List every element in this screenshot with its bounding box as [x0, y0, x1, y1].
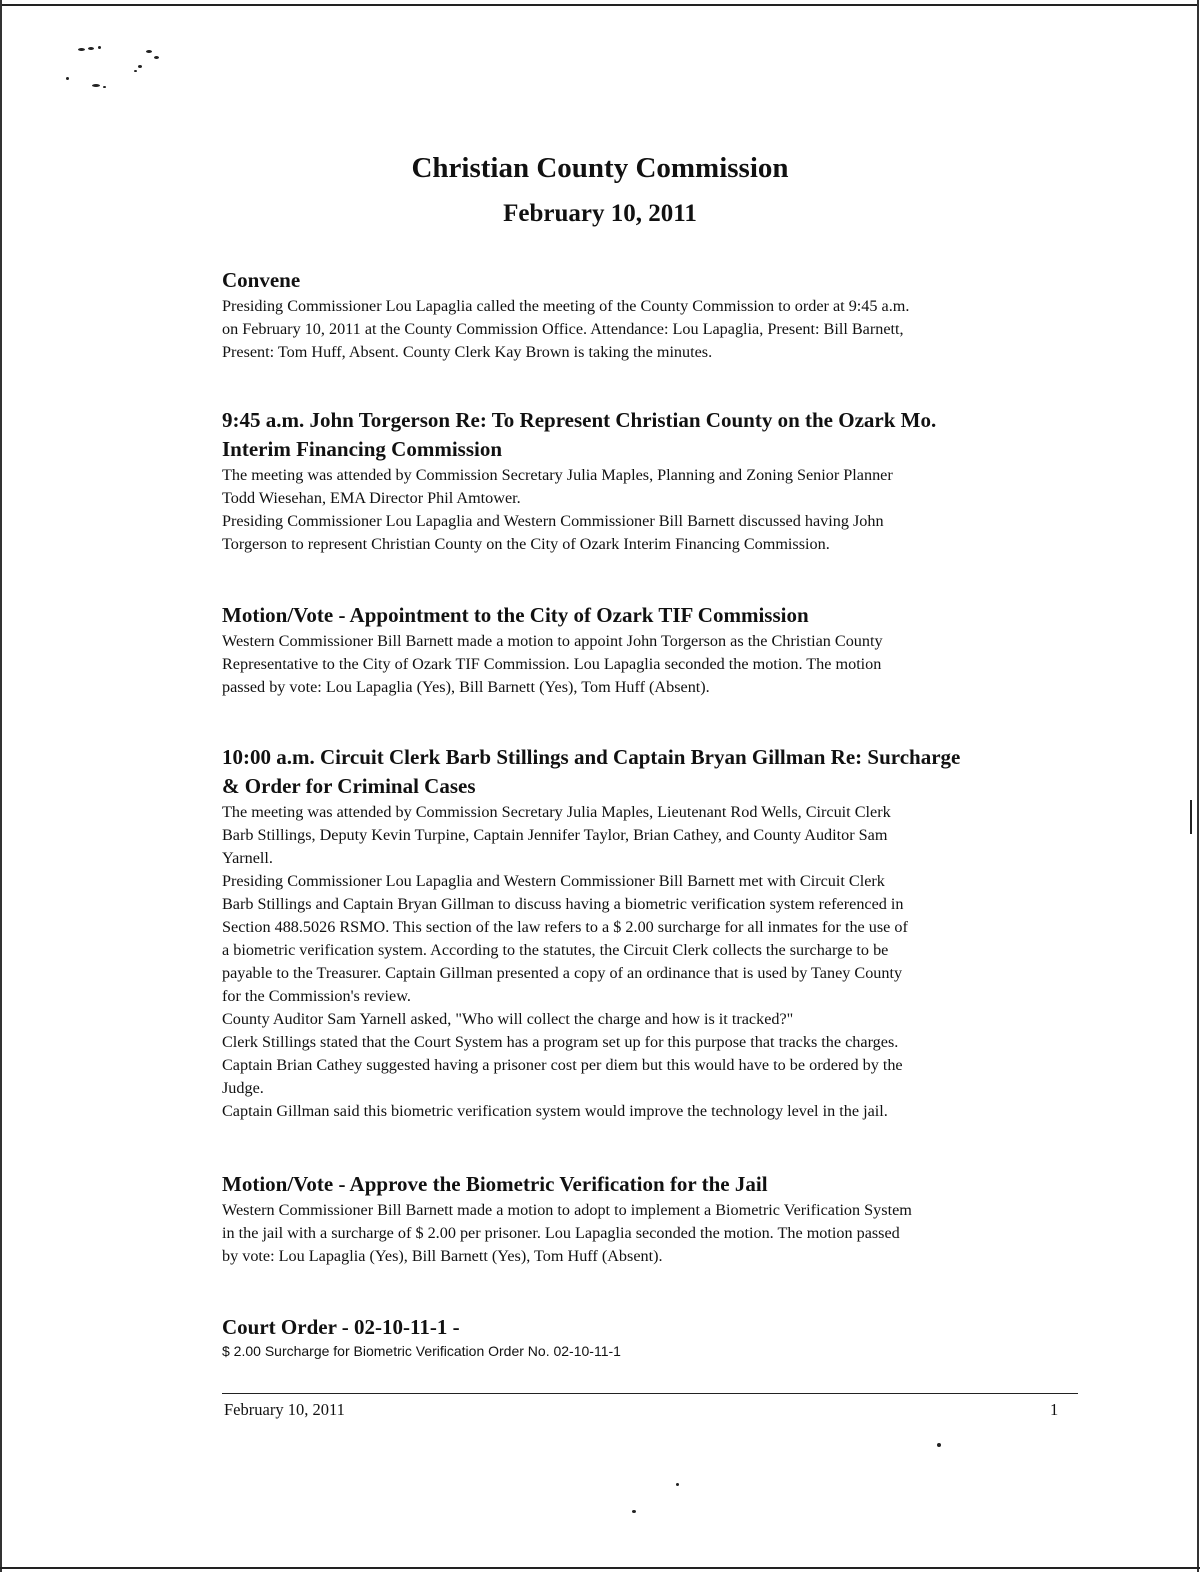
- body-line: The meeting was attended by Commission Secretary Julia Maples, Lieutenant Rod Wells, Circuit Clerk: [222, 803, 891, 821]
- section-biometric-vote: [222, 1170, 1082, 1268]
- footer-rule: [222, 1393, 1078, 1394]
- section-heading: Interim Financing Commission: [222, 437, 503, 461]
- body-line: a biometric verification system. According to the statutes, the Circuit Clerk collects the surcharge to be: [222, 941, 889, 959]
- body-line: The meeting was attended by Commission Secretary Julia Maples, Planning and Zoning Senior Planner: [222, 466, 893, 484]
- section-torgerson: [222, 406, 1082, 556]
- document-title: Christian County Commission: [411, 152, 789, 184]
- body-line: Yarnell.: [222, 849, 273, 867]
- scan-border-top: [0, 4, 1198, 6]
- body-line: Western Commissioner Bill Barnett made a motion to adopt to implement a Biometric Verification System: [222, 1201, 912, 1219]
- body-line: Present: Tom Huff, Absent. County Clerk Kay Brown is taking the minutes.: [222, 343, 713, 361]
- body-line: Representative to the City of Ozark TIF Commission. Lou Lapaglia seconded the motion. The motion: [222, 655, 882, 673]
- scan-border-right: [1197, 0, 1199, 1572]
- body-line: Judge.: [222, 1079, 264, 1097]
- section-heading: & Order for Criminal Cases: [222, 774, 476, 798]
- section-convene: [222, 266, 1082, 364]
- body-line: for the Commission's review.: [222, 987, 411, 1005]
- footer-date: February 10, 2011: [224, 1400, 345, 1419]
- scan-border-left: [0, 0, 2, 1572]
- body-line: in the jail with a surcharge of $ 2.00 per prisoner. Lou Lapaglia seconded the motion. The motion passed: [222, 1224, 900, 1242]
- body-line: Presiding Commissioner Lou Lapaglia and Western Commissioner Bill Barnett discussed having John: [222, 512, 884, 530]
- body-line: passed by vote: Lou Lapaglia (Yes), Bill Barnett (Yes), Tom Huff (Absent).: [222, 678, 710, 696]
- section-court-order: [222, 1313, 1082, 1361]
- body-line: Captain Brian Cathey suggested having a prisoner cost per diem but this would have to be ordered by the: [222, 1056, 903, 1074]
- section-heading: Motion/Vote - Approve the Biometric Verification for the Jail: [222, 1172, 768, 1196]
- body-line: Barb Stillings, Deputy Kevin Turpine, Captain Jennifer Taylor, Brian Cathey, and County Auditor Sam: [222, 826, 888, 844]
- body-line: Presiding Commissioner Lou Lapaglia and Western Commissioner Bill Barnett met with Circuit Clerk: [222, 872, 885, 890]
- section-heading: Convene: [222, 268, 301, 292]
- section-heading: 10:00 a.m. Circuit Clerk Barb Stillings and Captain Bryan Gillman Re: Surcharge: [222, 745, 961, 769]
- body-line: Barb Stillings and Captain Bryan Gillman to discuss having a biometric verification system referenced in: [222, 895, 904, 913]
- body-line: Clerk Stillings stated that the Court System has a program set up for this purpose that tracks the charges.: [222, 1033, 899, 1051]
- section-heading: Motion/Vote - Appointment to the City of Ozark TIF Commission: [222, 603, 809, 627]
- section-surcharge: [222, 743, 1082, 1123]
- section-heading: Court Order - 02-10-11-1 -: [222, 1315, 460, 1339]
- scan-edge-mark: [1190, 800, 1192, 834]
- body-line: Captain Gillman said this biometric verification system would improve the technology level in the jail.: [222, 1102, 888, 1120]
- scan-border-bottom: [0, 1567, 1200, 1569]
- footer-page-number: 1: [1050, 1400, 1059, 1419]
- court-order-line: $ 2.00 Surcharge for Biometric Verification Order No. 02-10-11-1: [222, 1343, 621, 1359]
- document-date: February 10, 2011: [503, 200, 697, 227]
- body-line: Torgerson to represent Christian County on the City of Ozark Interim Financing Commission.: [222, 535, 830, 553]
- body-line: by vote: Lou Lapaglia (Yes), Bill Barnett (Yes), Tom Huff (Absent).: [222, 1247, 663, 1265]
- body-line: County Auditor Sam Yarnell asked, "Who will collect the charge and how is it tracked?": [222, 1010, 794, 1028]
- body-line: Western Commissioner Bill Barnett made a motion to appoint John Torgerson as the Christian County: [222, 632, 883, 650]
- body-line: Section 488.5026 RSMO. This section of the law refers to a $ 2.00 surcharge for all inmates for the use of: [222, 918, 908, 936]
- section-heading: 9:45 a.m. John Torgerson Re: To Represent Christian County on the Ozark Mo.: [222, 408, 937, 432]
- body-line: on February 10, 2011 at the County Commission Office. Attendance: Lou Lapaglia, Present: Bill Barnett,: [222, 320, 904, 338]
- section-tif-vote: [222, 601, 1082, 699]
- body-line: payable to the Treasurer. Captain Gillman presented a copy of an ordinance that is used by Taney County: [222, 964, 903, 982]
- body-line: Presiding Commissioner Lou Lapaglia called the meeting of the County Commission to order at 9:45 a.m.: [222, 297, 910, 315]
- body-line: Todd Wiesehan, EMA Director Phil Amtower.: [222, 489, 521, 507]
